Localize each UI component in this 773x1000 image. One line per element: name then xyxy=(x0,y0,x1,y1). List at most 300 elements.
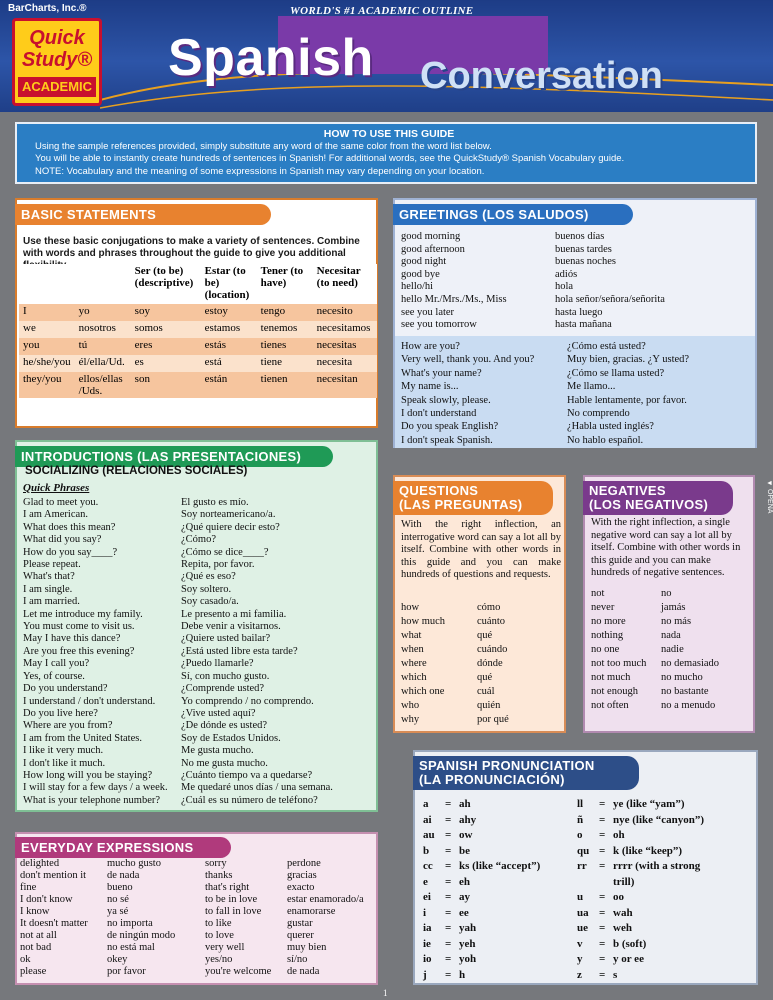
basic-statements-title: BASIC STATEMENTS xyxy=(15,204,271,225)
list-item: don't mention it xyxy=(20,870,87,881)
sound: ahy xyxy=(459,813,477,826)
greetings-list-es xyxy=(555,231,665,332)
list-item: ¿Vive usted aquí? xyxy=(181,707,256,719)
list-item: see you tomorrow xyxy=(401,319,477,331)
list-item: cómo xyxy=(477,602,501,613)
pronunciation-title-line-2: (LA PRONUNCIACIÓN) xyxy=(419,772,565,787)
letter: ue xyxy=(577,922,588,934)
everyday-expressions-section xyxy=(15,832,378,985)
list-item: Muy bien, gracias. ¿Y usted? xyxy=(567,354,690,366)
table-row xyxy=(19,338,377,355)
letter: y xyxy=(577,953,583,965)
quick-phrases-label: Quick Phrases xyxy=(23,482,90,494)
phrases-list-en xyxy=(401,340,534,447)
list-item: I am married. xyxy=(23,596,80,608)
list-item: to like xyxy=(205,918,232,929)
letter: ll xyxy=(577,798,584,810)
pronunciation-row xyxy=(577,875,704,891)
list-item: Glad to meet you. xyxy=(23,497,99,508)
questions-list-es xyxy=(477,601,509,727)
intro-list-es xyxy=(181,497,333,807)
list-item: por favor xyxy=(107,966,146,977)
equals-sign: = xyxy=(445,844,452,857)
equals-sign: = xyxy=(445,875,452,888)
list-item: Do you speak English? xyxy=(401,421,499,433)
table-row xyxy=(19,321,377,338)
table-header-cell xyxy=(19,264,75,304)
table-cell: están xyxy=(201,372,257,398)
title-main: Spanish xyxy=(168,29,374,87)
list-item: no está mal xyxy=(107,942,155,953)
pronunciation-list-left xyxy=(423,797,540,983)
list-item: I don't understand xyxy=(401,408,477,420)
list-item: mucho gusto xyxy=(107,858,161,869)
introductions-section xyxy=(15,440,378,812)
list-item: how much xyxy=(401,616,446,627)
how-to-line: NOTE: Vocabulary and the meaning of some expressions in Spanish may vary depending on your location. xyxy=(35,165,485,177)
letter: ñ xyxy=(577,813,584,826)
list-item: El gusto es mío. xyxy=(181,497,249,508)
everyday-expressions-title: EVERYDAY EXPRESSIONS xyxy=(15,837,231,858)
equals-sign: = xyxy=(445,922,452,934)
pronunciation-row xyxy=(577,937,704,953)
pronunciation-row xyxy=(423,875,540,891)
list-item: por qué xyxy=(477,714,509,725)
pronunciation-row xyxy=(577,968,704,984)
sound: oh xyxy=(613,829,625,841)
list-item: ¿Qué es eso? xyxy=(181,571,236,583)
negatives-title-line-1: NEGATIVES xyxy=(589,483,666,498)
pronunciation-title-line-1: SPANISH PRONUNCIATION xyxy=(419,758,595,773)
pronunciation-row xyxy=(423,968,540,984)
sound: h xyxy=(459,968,466,981)
list-item: gustar xyxy=(287,918,313,929)
pronunciation-row xyxy=(423,813,540,829)
list-item: yes/no xyxy=(205,954,233,965)
letter: ai xyxy=(423,813,432,826)
everyday-col-2 xyxy=(107,858,175,978)
letter: v xyxy=(577,937,583,950)
basic-statements-section xyxy=(15,198,378,428)
equals-sign: = xyxy=(445,937,452,950)
list-item: see you later xyxy=(401,306,455,318)
list-item: jamás xyxy=(661,602,686,613)
list-item: My name is... xyxy=(401,381,459,393)
pronunciation-row xyxy=(423,906,540,922)
list-item: you're welcome xyxy=(205,966,272,977)
sound: yoh xyxy=(459,953,477,965)
questions-title-line-2: (LAS PREGUNTAS) xyxy=(399,497,523,512)
list-item: good bye xyxy=(401,268,440,280)
sound: ye (like “yam”) xyxy=(613,798,685,810)
equals-sign: = xyxy=(599,798,606,810)
letter: io xyxy=(423,953,432,965)
how-to-title: HOW TO USE THIS GUIDE xyxy=(323,128,455,140)
pronunciation-row xyxy=(577,813,704,829)
list-item: not often xyxy=(591,700,629,711)
equals-sign: = xyxy=(599,937,606,950)
questions-title-line-1: QUESTIONS xyxy=(399,483,479,498)
logo-line-2: Study® xyxy=(21,49,93,71)
list-item: Very well, thank you. And you? xyxy=(401,354,535,366)
list-item: not enough xyxy=(591,686,638,697)
table-cell: necesita xyxy=(313,355,377,372)
table-header-cell: Estar (to be) (location) xyxy=(201,264,257,304)
everyday-col-3 xyxy=(205,858,271,978)
list-item: de ningún modo xyxy=(107,930,176,941)
table-cell: tengo xyxy=(257,304,313,321)
list-item: I like it very much. xyxy=(23,745,104,757)
list-item: Le presento a mi familia. xyxy=(181,608,287,620)
list-item: okey xyxy=(107,954,128,965)
list-item: ¿Puedo llamarle? xyxy=(181,658,254,670)
list-item: ¿Cómo se llama usted? xyxy=(567,367,665,379)
table-cell: está xyxy=(201,355,257,372)
list-item: I will stay for a few days / a week. xyxy=(23,782,168,794)
list-item: ¿Quiere usted bailar? xyxy=(181,633,271,645)
sound: y or ee xyxy=(613,953,644,965)
sound: yeh xyxy=(459,937,476,950)
list-item: no sé xyxy=(107,894,129,905)
list-item: de nada xyxy=(287,966,320,977)
table-cell: tienen xyxy=(257,372,313,398)
list-item: hola xyxy=(555,281,574,293)
list-item: when xyxy=(401,644,424,655)
list-item: Hable lentamente, por favor. xyxy=(567,394,687,406)
equals-sign: = xyxy=(599,922,606,934)
list-item: ¿Comprende usted? xyxy=(181,683,265,695)
logo-line-1: Quick xyxy=(29,27,85,49)
list-item: qué xyxy=(477,672,493,683)
pronunciation-row xyxy=(577,844,704,860)
how-to-line: Using the sample references provided, simply substitute any word of the same color from the word list below. xyxy=(35,140,492,152)
sound: ah xyxy=(459,798,471,810)
equals-sign: = xyxy=(445,953,452,965)
table-cell: estás xyxy=(201,338,257,355)
list-item: no one xyxy=(591,644,620,655)
list-item: no más xyxy=(661,616,692,627)
list-item: perdone xyxy=(287,858,321,869)
list-item: very well xyxy=(205,942,245,953)
list-item: Soy soltero. xyxy=(181,583,232,595)
equals-sign: = xyxy=(599,860,606,872)
list-item: not bad xyxy=(20,942,52,953)
list-item: What's your name? xyxy=(401,367,482,379)
table-cell: nosotros xyxy=(75,321,131,338)
letter: qu xyxy=(577,844,590,857)
list-item: nadie xyxy=(661,644,684,655)
equals-sign: = xyxy=(445,860,452,872)
list-item: good afternoon xyxy=(401,243,465,255)
conjugation-table xyxy=(19,264,377,398)
table-header-cell: Ser (to be) (descriptive) xyxy=(131,264,201,304)
list-item: I am from the United States. xyxy=(23,732,142,744)
table-cell: yo xyxy=(75,304,131,321)
list-item: How do you say____? xyxy=(23,546,118,558)
introductions-subtitle: SOCIALIZING (RELACIONES SOCIALES) xyxy=(25,465,248,477)
letter: j xyxy=(423,968,427,981)
list-item: What is your telephone number? xyxy=(23,794,161,806)
sound: trill) xyxy=(613,875,635,888)
list-item: Please repeat. xyxy=(23,559,81,571)
table-cell: necesitan xyxy=(313,372,377,398)
list-item: sorry xyxy=(205,858,227,869)
table-cell: es xyxy=(131,355,201,372)
table-cell: they/you xyxy=(19,372,75,398)
pronunciation-row xyxy=(423,844,540,860)
pronunciation-row xyxy=(577,952,704,968)
list-item: to be in love xyxy=(205,894,258,905)
equals-sign: = xyxy=(445,829,452,841)
letter: u xyxy=(577,891,584,903)
pronunciation-row xyxy=(577,906,704,922)
table-cell: soy xyxy=(131,304,201,321)
list-item: Me gusta mucho. xyxy=(181,745,254,757)
list-item: ¿Cuánto tiempo va a quedarse? xyxy=(181,769,313,781)
list-item: please xyxy=(20,966,47,977)
table-cell: somos xyxy=(131,321,201,338)
list-item: gracias xyxy=(287,870,317,881)
negatives-title-line-2: (LOS NEGATIVOS) xyxy=(589,497,709,512)
table-cell: tienes xyxy=(257,338,313,355)
list-item: not at all xyxy=(20,930,57,941)
list-item: ¿Cómo está usted? xyxy=(567,341,646,352)
tagline: WORLD'S #1 ACADEMIC OUTLINE xyxy=(290,5,474,17)
list-item: How long will you be staying? xyxy=(23,769,153,781)
list-item: Sí, con mucho gusto. xyxy=(181,670,270,682)
equals-sign: = xyxy=(445,906,452,919)
list-item: No me gusta mucho. xyxy=(181,757,268,769)
list-item: Yes, of course. xyxy=(23,670,85,682)
equals-sign: = xyxy=(599,968,606,981)
list-item: Me quedaré unos días / una semana. xyxy=(181,782,333,794)
list-item: Are you free this evening? xyxy=(23,645,135,657)
list-item: Do you understand? xyxy=(23,683,108,695)
everyday-col-1 xyxy=(20,858,88,978)
letter: cc xyxy=(423,860,433,872)
equals-sign: = xyxy=(445,968,452,981)
pronunciation-title xyxy=(413,756,639,790)
questions-list-en xyxy=(401,601,445,727)
list-item: I don't know xyxy=(20,894,73,905)
letter: i xyxy=(423,906,427,919)
table-cell: necesito xyxy=(313,304,377,321)
table-row xyxy=(19,355,377,372)
negatives-title xyxy=(583,481,733,515)
list-item: ¿Qué quiere decir esto? xyxy=(181,521,280,533)
pronunciation-row xyxy=(577,797,704,813)
list-item: adiós xyxy=(555,268,578,280)
list-item: ¿De dónde es usted? xyxy=(181,720,268,732)
table-row xyxy=(19,304,377,321)
list-item: buenas tardes xyxy=(555,243,612,255)
letter: b xyxy=(423,844,430,857)
letter: ei xyxy=(423,891,431,903)
list-item: It doesn't matter xyxy=(20,918,88,929)
sound: weh xyxy=(613,922,632,934)
side-label: ◄ OPENA xyxy=(766,480,773,514)
list-item: Yo comprendo / no comprendo. xyxy=(181,695,314,707)
publisher: BarCharts, Inc.® xyxy=(8,3,87,14)
list-item: ¿Habla usted inglés? xyxy=(567,421,654,433)
table-cell: ellos/ellas /Uds. xyxy=(75,372,131,398)
table-cell: estoy xyxy=(201,304,257,321)
list-item: Debe venir a visitarnos. xyxy=(181,621,281,633)
list-item: buenas noches xyxy=(555,256,616,268)
list-item: No hablo español. xyxy=(567,434,644,446)
table-cell: son xyxy=(131,372,201,398)
list-item: Where are you from? xyxy=(23,720,113,732)
equals-sign: = xyxy=(599,906,606,919)
list-item: Soy de Estados Unidos. xyxy=(181,732,281,744)
list-item: ¿Cuál es su número de teléfono? xyxy=(181,794,318,806)
table-cell: he/she/you xyxy=(19,355,75,372)
equals-sign: = xyxy=(445,891,452,903)
list-item: delighted xyxy=(20,858,60,869)
table-cell: eres xyxy=(131,338,201,355)
sound: wah xyxy=(613,906,633,919)
letter: e xyxy=(423,875,428,888)
list-item: de nada xyxy=(107,870,140,881)
pronunciation-list-right xyxy=(577,797,704,983)
pronunciation-row xyxy=(423,952,540,968)
negatives-section xyxy=(583,475,755,733)
how-to-line: You will be able to instantly create hundreds of sentences in Spanish! For additional words, see the QuickStudy® Spanish Vocabulary guide. xyxy=(35,153,625,164)
letter: a xyxy=(423,798,429,810)
page-number: 1 xyxy=(383,988,388,998)
sound: rrrr (with a strong xyxy=(613,860,701,872)
list-item: Soy casado/a. xyxy=(181,596,239,608)
header-banner xyxy=(0,0,773,112)
list-item: hola señor/señora/señorita xyxy=(555,293,665,305)
list-item: dónde xyxy=(477,658,503,669)
greetings-list-en xyxy=(401,231,507,332)
list-item: You must come to visit us. xyxy=(23,621,135,633)
intro-list-en xyxy=(23,497,168,807)
pronunciation-row xyxy=(577,890,704,906)
list-item: What does this mean? xyxy=(23,521,116,533)
list-item: why xyxy=(401,714,420,725)
list-item: no importa xyxy=(107,918,153,929)
letter: ia xyxy=(423,922,432,934)
list-item: ¿Está usted libre esta tarde? xyxy=(181,645,298,657)
letter: z xyxy=(577,968,582,981)
sound: nye (like “canyon”) xyxy=(613,813,705,826)
introductions-title: INTRODUCTIONS (LAS PRESENTACIONES) xyxy=(15,446,333,467)
list-item: Soy norteamericano/a. xyxy=(181,509,276,521)
everyday-col-4 xyxy=(287,858,364,978)
list-item: good night xyxy=(401,256,447,268)
pronunciation-row xyxy=(577,921,704,937)
table-row xyxy=(19,372,377,398)
table-cell: we xyxy=(19,321,75,338)
list-item: thanks xyxy=(205,870,233,881)
table-header-row xyxy=(19,264,377,304)
sound: ee xyxy=(459,906,469,919)
list-item: buenos días xyxy=(555,231,605,242)
list-item: where xyxy=(401,658,427,669)
equals-sign: = xyxy=(599,829,606,841)
questions-intro: With the right inflection, an interrogative word can say a lot all by itself. Combine with other words in this guide and you can make hundreds of questions and requests. xyxy=(401,519,561,581)
list-item: I don't speak Spanish. xyxy=(401,434,493,446)
list-item: nothing xyxy=(591,630,624,641)
pronunciation-row xyxy=(577,828,704,844)
list-item: hello/hi xyxy=(401,281,434,293)
greetings-title: GREETINGS (LOS SALUDOS) xyxy=(393,204,633,225)
pronunciation-row xyxy=(423,859,540,875)
list-item: which one xyxy=(401,686,445,697)
pronunciation-row xyxy=(423,921,540,937)
quickstudy-logo xyxy=(12,18,102,106)
list-item: I am single. xyxy=(23,583,73,595)
list-item: no demasiado xyxy=(661,658,720,669)
table-cell: tiene xyxy=(257,355,313,372)
questions-title xyxy=(393,481,553,515)
list-item: who xyxy=(401,700,420,711)
list-item: bueno xyxy=(107,882,133,893)
pronunciation-row xyxy=(423,937,540,953)
list-item: estar enamorado/a xyxy=(287,894,364,905)
list-item: hasta mañana xyxy=(555,319,612,331)
list-item: nada xyxy=(661,630,681,641)
sound: ay xyxy=(459,891,470,903)
table-header-cell xyxy=(75,264,131,304)
letter: au xyxy=(423,829,435,841)
list-item: no more xyxy=(591,616,626,627)
pronunciation-row xyxy=(423,828,540,844)
list-item: hasta luego xyxy=(555,306,603,318)
list-item: I am American. xyxy=(23,509,89,521)
negatives-list-es xyxy=(661,587,719,713)
greetings-section xyxy=(393,198,757,448)
list-item: fine xyxy=(20,882,37,893)
sound: b (soft) xyxy=(613,937,647,950)
pronunciation-row xyxy=(423,797,540,813)
logo-line-3: ACADEMIC xyxy=(18,77,96,97)
list-item: ok xyxy=(20,954,31,965)
equals-sign: = xyxy=(599,844,606,857)
list-item: querer xyxy=(287,930,314,941)
list-item: cuál xyxy=(477,686,495,697)
list-item: No comprendo xyxy=(567,408,630,420)
questions-section xyxy=(393,475,566,733)
table-cell: tú xyxy=(75,338,131,355)
sound: k (like “keep”) xyxy=(613,844,683,857)
pronunciation-row xyxy=(577,859,704,875)
list-item: ¿Cómo se dice____? xyxy=(181,546,269,558)
basic-statements-intro: Use these basic conjugations to make a variety of sentences. Combine with words and phrases throughout the guide to give you additional xyxy=(23,236,360,259)
list-item: quién xyxy=(477,700,501,711)
sound: s xyxy=(613,968,618,981)
list-item: Do you live here? xyxy=(23,707,98,719)
list-item: what xyxy=(401,630,422,641)
list-item: May I have this dance? xyxy=(23,633,121,645)
list-item: Repita, por favor. xyxy=(181,559,255,571)
list-item: cuánto xyxy=(477,616,505,627)
list-item: no a menudo xyxy=(661,700,716,711)
sound: be xyxy=(459,844,470,857)
list-item: What did you say? xyxy=(23,534,102,546)
list-item: exacto xyxy=(287,882,315,893)
letter: ua xyxy=(577,906,589,919)
list-item: I don't like it much. xyxy=(23,757,106,769)
table-cell: él/ella/Ud. xyxy=(75,355,131,372)
letter: rr xyxy=(577,860,587,872)
sound: ks (like “accept”) xyxy=(459,860,541,872)
list-item: Me llamo... xyxy=(567,381,616,393)
list-item: ya sé xyxy=(107,906,129,917)
sound: yah xyxy=(459,922,477,934)
